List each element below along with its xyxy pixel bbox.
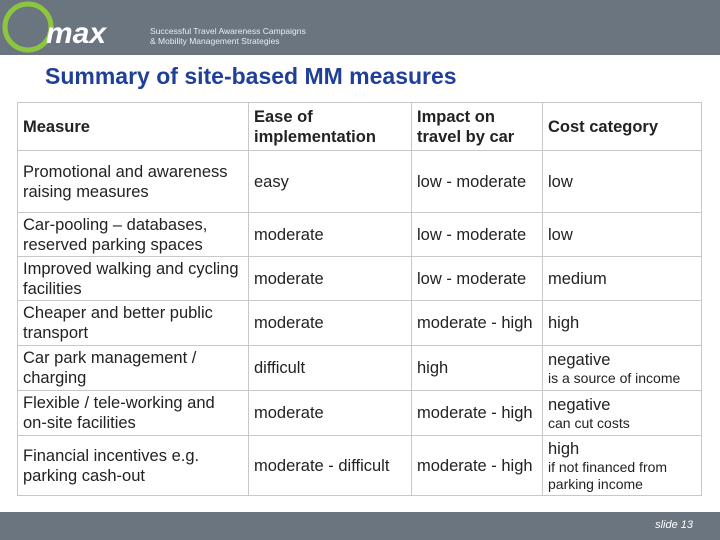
cost-value: low	[548, 225, 573, 244]
table-row	[18, 346, 702, 391]
cost-note: is a source of income	[548, 369, 681, 386]
cost-value: high	[548, 314, 580, 332]
logo-text: max	[46, 17, 107, 50]
cost-note: if not financed from parking income	[548, 458, 668, 492]
slide-number: slide 13	[655, 519, 693, 531]
table-row	[18, 257, 702, 301]
cell-impact: moderate - high	[412, 436, 543, 496]
cell-ease: moderate	[249, 391, 412, 436]
cell-ease: difficult	[249, 346, 412, 391]
cell-measure: Car park management / charging	[18, 346, 249, 391]
table-row	[18, 436, 702, 496]
tagline-line-2: & Mobility Management Strategies	[150, 36, 280, 46]
cell-ease: moderate - difficult	[249, 436, 412, 496]
tagline	[150, 26, 306, 46]
cell-cost	[543, 257, 702, 301]
cell-ease: moderate	[249, 257, 412, 301]
table-row	[18, 213, 702, 257]
cell-measure: Flexible / tele-working and on-site facilities	[18, 391, 249, 436]
cell-measure: Promotional and awareness raising measures	[18, 151, 249, 213]
cell-measure: Cheaper and better public transport	[18, 301, 249, 346]
cell-cost	[543, 301, 702, 346]
measures-table	[17, 102, 702, 496]
cell-measure: Improved walking and cycling facilities	[18, 257, 249, 301]
cell-cost	[543, 151, 702, 213]
tagline-line-1: Successful Travel Awareness Campaigns	[150, 26, 306, 36]
cell-ease: easy	[249, 151, 412, 213]
column-header-impact: Impact on travel by car	[412, 103, 543, 151]
cost-note: can cut costs	[548, 414, 630, 431]
cost-value: negative	[548, 395, 611, 414]
table-row	[18, 391, 702, 436]
table-header-row	[18, 103, 702, 151]
cost-value: high	[548, 439, 580, 458]
cell-impact: low - moderate	[412, 213, 543, 257]
table-row	[18, 301, 702, 346]
column-header-cost: Cost category	[543, 103, 702, 151]
cell-cost	[543, 436, 702, 496]
cost-value: negative	[548, 350, 611, 369]
cell-cost	[543, 213, 702, 257]
header-bar	[0, 0, 720, 55]
cell-impact: high	[412, 346, 543, 391]
column-header-ease: Ease of implementation	[249, 103, 412, 151]
column-header-measure: Measure	[18, 103, 249, 151]
cell-measure: Car-pooling – databases, reserved parking spaces	[18, 213, 249, 257]
cost-value: low	[548, 172, 573, 191]
table-row	[18, 151, 702, 213]
cell-impact: moderate - high	[412, 391, 543, 436]
page-title: Summary of site-based MM measures	[45, 63, 457, 89]
cell-impact: low - moderate	[412, 257, 543, 301]
cell-impact: moderate - high	[412, 301, 543, 346]
cell-impact: low - moderate	[412, 151, 543, 213]
cell-cost	[543, 346, 702, 391]
cell-measure: Financial incentives e.g. parking cash-out	[18, 436, 249, 496]
footer-bar	[0, 512, 720, 540]
max-logo	[0, 0, 150, 55]
cell-cost	[543, 391, 702, 436]
cell-ease: moderate	[249, 213, 412, 257]
cost-value: medium	[548, 269, 607, 288]
cell-ease: moderate	[249, 301, 412, 346]
